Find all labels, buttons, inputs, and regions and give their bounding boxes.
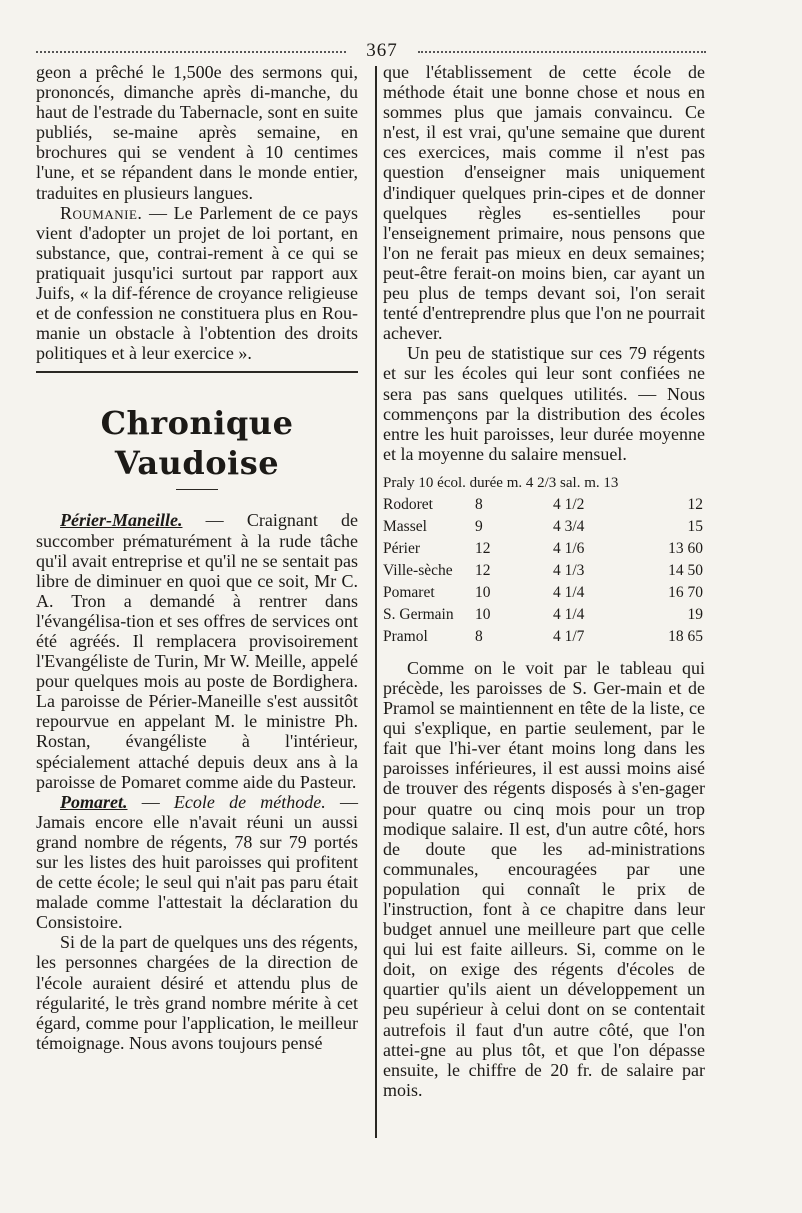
stats-parish: Ville-sèche <box>383 561 453 579</box>
stats-first-row <box>383 472 705 494</box>
stats-first-row-text: Praly 10 écol. durée m. 4 2/3 sal. m. 13 <box>383 474 619 491</box>
stats-count: 8 <box>475 495 483 513</box>
perier-text: — Craignant de succomber prématurément à la rude tâche qu'il avait entreprise et qu'il ne se sentait pas libre de diminuer en quoi que ce soit, Mr C. A. Tron a demandé à rentrer dans l'évangélisa-tion et ses offres de services ont été agréés. Il remplacera provisoirement l'Evangéliste de Turin, Mr W. Meille, appelé pour quelques mois au poste de Bordighera. La paroisse de Périer-Maneille s'est aussitôt repourvue en appelant M. le ministre Ph. Rostan, évangéliste à l'intérieur, spécialement attaché depuis deux ans à la paroisse de Pomaret comme aide du Pasteur. <box>36 510 358 792</box>
section-separator <box>36 371 358 373</box>
paragraph-statistique: Un peu de statistique sur ces 79 régents et sur les écoles qui leur sont confiées ne sera pas sans quelques utilités. — Nous commençons par la distribution des écoles entre les huit paroisses, leur durée moyenne et la moyenne du salaire mensuel. <box>383 343 705 464</box>
stats-salary: 18 65 <box>668 627 703 645</box>
section-title: Chronique Vaudoise <box>100 404 294 483</box>
stats-salary: 16 70 <box>668 583 703 601</box>
stats-duration: 4 1/4 <box>553 583 585 601</box>
stats-parish: Rodoret <box>383 495 433 513</box>
stats-count: 8 <box>475 627 483 645</box>
stats-duration: 4 1/7 <box>553 627 585 645</box>
statistics-table <box>383 472 705 648</box>
pomaret-dash: — <box>127 791 174 812</box>
header-rule-right <box>418 51 706 53</box>
right-column <box>383 62 705 1100</box>
stats-count: 10 <box>475 583 491 601</box>
stats-parish: Massel <box>383 517 427 535</box>
roumanie-label: Roumanie. <box>60 202 143 223</box>
stats-row <box>383 604 705 626</box>
stats-duration: 4 1/6 <box>553 539 585 557</box>
stats-salary: 13 60 <box>668 539 703 557</box>
paragraph-regents: Si de la part de quelques uns des régents, les personnes chargées de la direction de l'école auraient désiré et attendu plus de régularité, le très grand nombre mérite à cet égard, comme pour l'application, le meilleur témoignage. Nous avons toujours pensé <box>36 932 358 1053</box>
stats-parish: Périer <box>383 539 421 557</box>
stats-row <box>383 494 705 516</box>
paragraph-sermons: geon a prêché le 1,500e des sermons qui, prononcés, dimanche après di-manche, du haut de l'estrade du Tabernacle, sont en suite publiés, se-maine après semaine, en brochures qui se vendent à 10 centimes l'une, et se répandent dans le monde entier, traduites en plusieurs langues. <box>36 62 358 203</box>
stats-row <box>383 560 705 582</box>
stats-count: 10 <box>475 605 491 623</box>
stats-salary: 12 <box>687 495 703 513</box>
stats-count: 12 <box>475 561 491 579</box>
column-divider <box>375 66 377 1138</box>
paragraph-pomaret <box>36 792 358 933</box>
page-header <box>36 40 706 62</box>
paragraph-perier <box>36 510 358 791</box>
stats-row <box>383 538 705 560</box>
paragraph-comme: Comme on le voit par le tableau qui précède, les paroisses de S. Ger-main et de Pramol se maintiennent en tête de la liste, ce qui s'explique, en partie seulement, par le fait que l'hi-ver étant moins long dans les paroisses inférieures, il est aussi moins aisé de trouver des régents disposés à s'en-gager pour quatre ou cinq mois pour un trop modique salaire. Il est, d'un autre côté, hors de doute que les ad-ministrations communales, encouragées par une population qui connaît le prix de l'instruction, font à ce chapitre dans leur budget annuel une meilleure part que celle qui lui est faite ailleurs. Si, comme on le doit, on exige des régents d'écoles de quartier qu'ils aient un développement un peu supérieur à celui dont on se contentait autrefois il faut d'un autre côté, que l'on attei-gne au plus tôt, et que l'on dépasse ensuite, le chiffre de 20 fr. de salaire par mois. <box>383 657 705 1100</box>
left-column <box>36 62 358 1053</box>
stats-row <box>383 516 705 538</box>
stats-duration: 4 1/2 <box>553 495 585 513</box>
stats-row <box>383 582 705 604</box>
page-number: 367 <box>366 40 398 61</box>
paragraph-roumanie <box>36 203 358 364</box>
stats-duration: 4 1/3 <box>553 561 585 579</box>
pomaret-text: — Jamais encore elle n'avait réuni un aussi grand nombre de régents, 78 sur 79 portés sur les listes des huit paroisses qui profitent de cette école; le seul qui n'ait pas paru était malade comme l'attestait la déclaration du Consistoire. <box>36 791 359 933</box>
perier-label: Périer-Maneille. <box>60 510 183 531</box>
paragraph-ecole: que l'établissement de cette école de méthode était une bonne chose et nous en sommes plus que jamais convaincu. Ce n'est, il est vrai, qu'une semaine que durent ces exercices, mais comme il n'est pas question d'enseigner mais uniquement d'indiquer quelques prin-cipes et de donner quelques règles es-sentielles pour l'enseignement primaire, nous pensons que l'on ne ferait pas mieux en deux semaines; peut-être ferait-on moins bien, car ayant un peu plus de temps devant soi, l'on serait tenté d'entreprendre plus que l'on ne pourrait achever. <box>383 62 705 344</box>
stats-duration: 4 1/4 <box>553 605 585 623</box>
pomaret-italic: Ecole de méthode. <box>173 791 326 812</box>
roumanie-text: — Le Parlement de ce pays vient d'adopter un projet de loi portant, en substance, que, contrai-rement à ce qui se pratiquait jusqu'ici surtout par rapport aux Juifs, « la dif-férence de croyance religieuse et de confession ne constituera plus en Rou-manie un obstacle à l'obtention des droits politiques et à leur exercice ». <box>36 202 358 364</box>
pomaret-label: Pomaret. <box>60 791 128 812</box>
stats-duration: 4 3/4 <box>553 517 585 535</box>
stats-count: 9 <box>475 517 483 535</box>
header-rule-left <box>36 51 346 53</box>
stats-salary: 15 <box>687 517 703 535</box>
stats-parish: S. Germain <box>383 605 454 623</box>
stats-salary: 14 50 <box>668 561 703 579</box>
title-rule <box>176 489 218 490</box>
stats-salary: 19 <box>687 605 703 623</box>
stats-row <box>383 626 705 648</box>
stats-parish: Pramol <box>383 627 428 645</box>
stats-count: 12 <box>475 539 491 557</box>
stats-parish: Pomaret <box>383 583 435 601</box>
